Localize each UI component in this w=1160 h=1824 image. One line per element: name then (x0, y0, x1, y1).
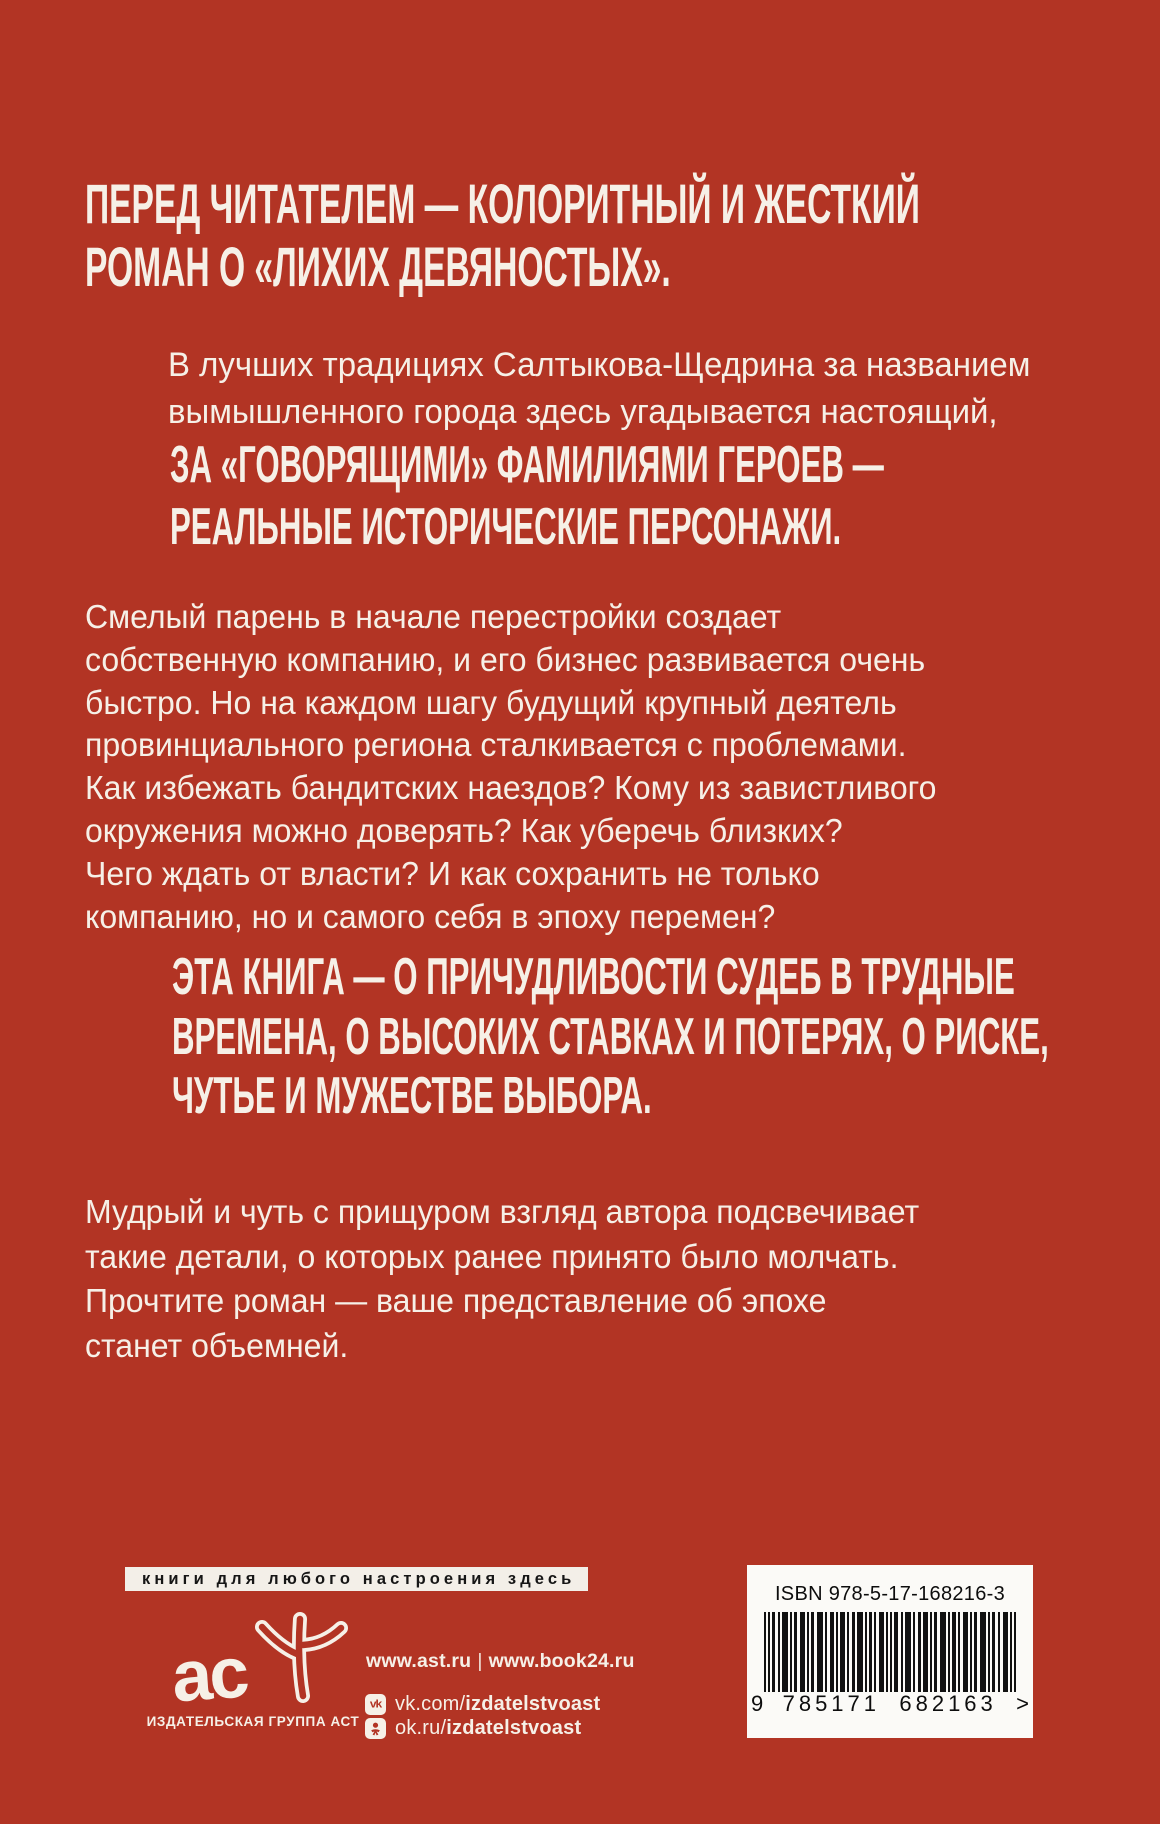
social-link-ok (365, 1717, 581, 1739)
website-ast: www.ast.ru (366, 1650, 472, 1672)
barcode-digits: 9 785171 682163 > (751, 1691, 1029, 1716)
headline: ПЕРЕД ЧИТАТЕЛЕМ — КОЛОРИТНЫЙ И ЖЕСТКИЙ РОМАН О «ЛИХИХ ДЕВЯНОСТЫХ». (85, 172, 920, 298)
isbn-number: ISBN 978-5-17-168216-3 (774, 1583, 1006, 1605)
intro-paragraph: В лучших традициях Салтыкова-Щедрина за названием вымышленного города здесь угадывается настоящий, (168, 346, 1031, 431)
pitch-statement: ЭТА КНИГА — О ПРИЧУДЛИВОСТИ СУДЕБ В ТРУДНЫЕ ВРЕМЕНА, О ВЫСОКИХ СТАВКАХ И ПОТЕРЯХ, О РИСКЕ, ЧУТЬЕ И МУЖЕСТВЕ ВЫБОРА. (172, 948, 1049, 1125)
intro-emphasis: ЗА «ГОВОРЯЩИМИ» ФАМИЛИЯМИ ГЕРОЕВ — РЕАЛЬНЫЕ ИСТОРИЧЕСКИЕ ПЕРСОНАЖИ. (170, 436, 884, 556)
publisher-caption: ИЗДАТЕЛЬСКАЯ ГРУППА АСТ (146, 1714, 360, 1729)
ok-icon (365, 1718, 386, 1739)
website-book24: www.book24.ru (488, 1650, 635, 1672)
ast-cactus-icon (224, 1603, 356, 1705)
vk-url: vk.com/izdatelstvoast (395, 1692, 601, 1715)
website-separator: | (477, 1650, 483, 1672)
ok-url: ok.ru/izdatelstvoast (395, 1716, 582, 1739)
social-link-vk (365, 1693, 600, 1715)
vk-icon: vk (365, 1694, 386, 1715)
tagline-strip: книги для любого настроения здесь (125, 1567, 588, 1591)
closing-paragraph: Мудрый и чуть с прищуром взгляд автора подсвечивает такие детали, о которых ранее принято было молчать. Прочтите роман — ваше представление об эпохе станет объемней. (85, 1193, 920, 1364)
publisher-websites (366, 1650, 635, 1673)
synopsis-paragraph: Смелый парень в начале перестройки создает собственную компанию, и его бизнес развивается очень быстро. Но на каждом шагу будущий крупный деятель провинциального региона сталкивается с проблемами. Как избежать бандитских наездов? Кому из завистливого окружения можно доверять? Как уберечь близких? Чего ждать от власти? И как сохранить не только компанию, но и самого себя в эпоху перемен? (85, 598, 937, 935)
ast-logo-letters: ас (169, 1632, 249, 1718)
barcode-panel (747, 1565, 1033, 1738)
barcode-bars-icon (764, 1612, 1016, 1692)
